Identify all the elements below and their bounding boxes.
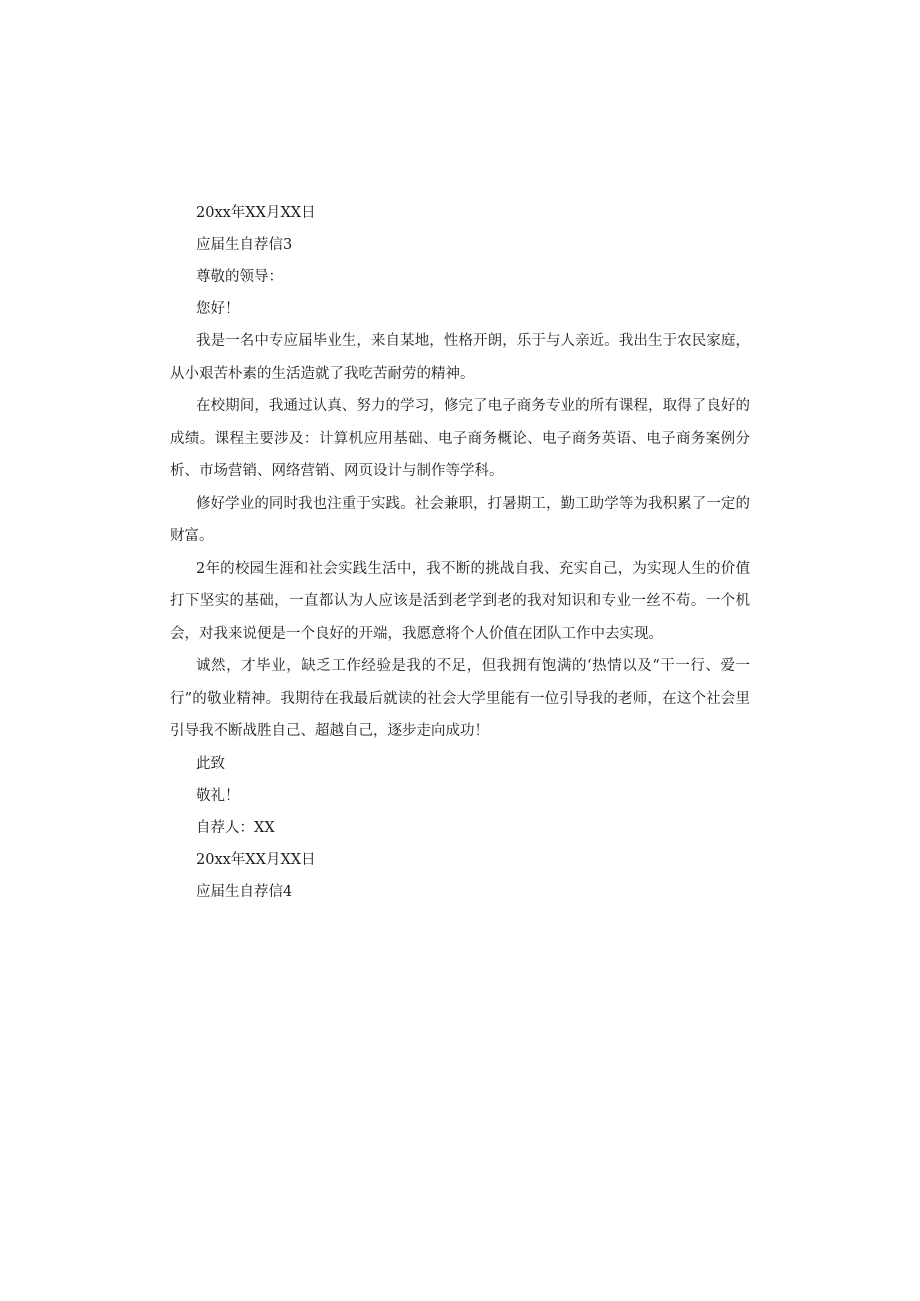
paragraph-aspiration: 诚然，才毕业，缺乏工作经验是我的不足，但我拥有饱满的‘热情以及“干一行、爱一行”的敬业精神。我期待在我最后就读的社会大学里能有一位引导我的老师，在这个社会里引导我不断战胜自己、超越自己，逐步走向成功！: [170, 658, 750, 739]
paragraph-practice: 修好学业的同时我也注重于实践。社会兼职，打暑期工，勤工助学等为我积累了一定的财富。: [170, 495, 750, 544]
regards: 敬礼！: [196, 787, 240, 804]
date-bottom: 20xx年XX月XX日: [196, 851, 316, 868]
letter-title-4: 应届生自荐信4: [196, 883, 293, 900]
salutation: 尊敬的领导：: [196, 269, 283, 285]
letter-body: [170, 197, 750, 908]
paragraph-campus-life: 2年的校园生涯和社会实践生活中，我不断的挑战自我、充实自己，为实现人生的价值打下坚实的基础，一直都认为人应该是活到老学到老的我对知识和专业一丝不苟。一个机会，对我来说便是一个良好的开端，我愿意将个人价值在团队工作中去实现。: [170, 560, 750, 642]
paragraph-study: 在校期间，我通过认真、努力的学习，修完了电子商务专业的所有课程，取得了良好的成绩。课程主要涉及：计算机应用基础、电子商务概论、电子商务英语、电子商务案例分析、市场营销、网络营销、网页设计与制作等学科。: [170, 398, 750, 479]
letter-title-3: 应届生自荐信3: [196, 237, 293, 253]
paragraph-intro: 我是一名中专应届毕业生，来自某地，性格开朗，乐于与人亲近。我出生于农民家庭，从小艰苦朴素的生活造就了我吃苦耐劳的精神。: [170, 333, 750, 382]
closing: 此致: [196, 755, 225, 772]
date-top: 20xx年XX月XX日: [196, 205, 316, 221]
signature: 自荐人：XX: [196, 819, 275, 836]
greeting: 您好！: [196, 301, 240, 317]
